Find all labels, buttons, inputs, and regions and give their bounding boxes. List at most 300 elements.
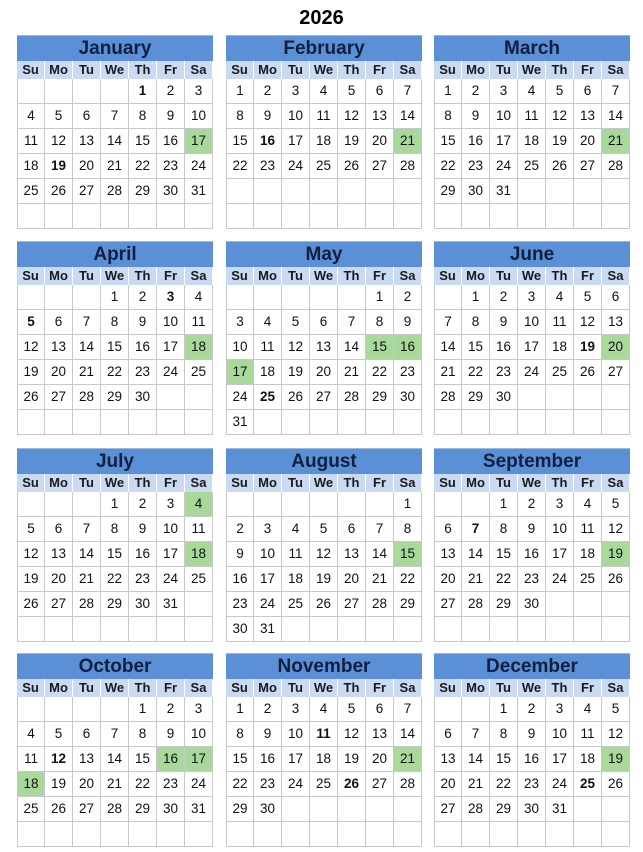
day-cell[interactable]: 13 [366,722,394,747]
day-cell[interactable]: 11 [574,722,602,747]
day-cell[interactable]: 18 [574,747,602,772]
day-cell[interactable]: 10 [185,722,213,747]
day-cell[interactable]: 17 [185,129,213,154]
day-cell[interactable]: 26 [338,154,366,179]
day-cell[interactable]: 24 [157,567,185,592]
day-cell[interactable]: 2 [462,79,490,104]
day-cell[interactable]: 24 [226,385,254,410]
day-cell[interactable]: 15 [394,542,422,567]
day-cell[interactable]: 23 [129,567,157,592]
day-cell[interactable]: 8 [129,722,157,747]
day-cell[interactable]: 18 [185,335,213,360]
day-cell[interactable]: 11 [17,129,45,154]
day-cell[interactable]: 13 [574,104,602,129]
day-cell[interactable]: 20 [73,154,101,179]
day-cell[interactable]: 17 [157,335,185,360]
day-cell[interactable]: 12 [574,310,602,335]
day-cell[interactable]: 11 [310,722,338,747]
day-cell[interactable]: 28 [101,797,129,822]
day-cell[interactable]: 29 [101,592,129,617]
day-cell[interactable]: 13 [73,747,101,772]
day-cell[interactable]: 1 [101,285,129,310]
day-cell[interactable]: 23 [129,360,157,385]
day-cell[interactable]: 7 [602,79,630,104]
day-cell[interactable]: 2 [490,285,518,310]
day-cell[interactable]: 4 [310,697,338,722]
day-cell[interactable]: 22 [129,154,157,179]
day-cell[interactable]: 6 [310,310,338,335]
day-cell[interactable]: 14 [394,722,422,747]
day-cell[interactable]: 19 [45,154,73,179]
day-cell[interactable]: 7 [394,697,422,722]
day-cell[interactable]: 27 [45,385,73,410]
day-cell[interactable]: 14 [338,335,366,360]
day-cell[interactable]: 1 [129,79,157,104]
day-cell[interactable]: 2 [157,79,185,104]
day-cell[interactable]: 2 [254,79,282,104]
day-cell[interactable]: 10 [226,335,254,360]
day-cell[interactable]: 26 [602,567,630,592]
day-cell[interactable]: 26 [17,385,45,410]
day-cell[interactable]: 8 [490,517,518,542]
day-cell[interactable]: 29 [226,797,254,822]
day-cell[interactable]: 18 [254,360,282,385]
day-cell[interactable]: 13 [434,747,462,772]
day-cell[interactable]: 12 [602,517,630,542]
day-cell[interactable]: 30 [394,385,422,410]
day-cell[interactable]: 19 [338,129,366,154]
day-cell[interactable]: 22 [226,772,254,797]
day-cell[interactable]: 24 [546,772,574,797]
day-cell[interactable]: 10 [185,104,213,129]
day-cell[interactable]: 30 [254,797,282,822]
day-cell[interactable]: 11 [310,104,338,129]
day-cell[interactable]: 17 [185,747,213,772]
day-cell[interactable]: 5 [282,310,310,335]
day-cell[interactable]: 29 [394,592,422,617]
day-cell[interactable]: 8 [366,310,394,335]
day-cell[interactable]: 5 [338,79,366,104]
day-cell[interactable]: 1 [129,697,157,722]
day-cell[interactable]: 10 [282,722,310,747]
day-cell[interactable]: 4 [185,285,213,310]
day-cell[interactable]: 25 [185,567,213,592]
day-cell[interactable]: 6 [73,722,101,747]
day-cell[interactable]: 26 [45,797,73,822]
day-cell[interactable]: 27 [310,385,338,410]
day-cell[interactable]: 18 [310,747,338,772]
day-cell[interactable]: 30 [518,592,546,617]
day-cell[interactable]: 17 [546,542,574,567]
day-cell[interactable]: 16 [226,567,254,592]
day-cell[interactable]: 14 [462,747,490,772]
day-cell[interactable]: 11 [185,517,213,542]
day-cell[interactable]: 2 [226,517,254,542]
day-cell[interactable]: 6 [45,517,73,542]
day-cell[interactable]: 2 [129,285,157,310]
day-cell[interactable]: 3 [185,697,213,722]
day-cell[interactable]: 26 [574,360,602,385]
day-cell[interactable]: 12 [45,129,73,154]
day-cell[interactable]: 13 [73,129,101,154]
day-cell[interactable]: 20 [574,129,602,154]
day-cell[interactable]: 16 [462,129,490,154]
day-cell[interactable]: 14 [394,104,422,129]
day-cell[interactable]: 17 [226,360,254,385]
day-cell[interactable]: 4 [546,285,574,310]
day-cell[interactable]: 25 [185,360,213,385]
day-cell[interactable]: 23 [462,154,490,179]
day-cell[interactable]: 14 [602,104,630,129]
day-cell[interactable]: 1 [490,492,518,517]
day-cell[interactable]: 19 [45,772,73,797]
day-cell[interactable]: 31 [490,179,518,204]
day-cell[interactable]: 2 [254,697,282,722]
day-cell[interactable]: 8 [226,722,254,747]
day-cell[interactable]: 17 [282,129,310,154]
day-cell[interactable]: 27 [602,360,630,385]
day-cell[interactable]: 28 [338,385,366,410]
day-cell[interactable]: 28 [394,772,422,797]
day-cell[interactable]: 19 [17,360,45,385]
day-cell[interactable]: 26 [338,772,366,797]
day-cell[interactable]: 16 [129,542,157,567]
day-cell[interactable]: 19 [574,335,602,360]
day-cell[interactable]: 4 [17,722,45,747]
day-cell[interactable]: 19 [602,747,630,772]
day-cell[interactable]: 23 [490,360,518,385]
day-cell[interactable]: 17 [254,567,282,592]
day-cell[interactable]: 27 [574,154,602,179]
day-cell[interactable]: 13 [338,542,366,567]
day-cell[interactable]: 10 [546,722,574,747]
day-cell[interactable]: 22 [101,567,129,592]
day-cell[interactable]: 24 [157,360,185,385]
day-cell[interactable]: 21 [462,772,490,797]
day-cell[interactable]: 6 [434,722,462,747]
day-cell[interactable]: 25 [310,772,338,797]
day-cell[interactable]: 18 [574,542,602,567]
day-cell[interactable]: 13 [434,542,462,567]
day-cell[interactable]: 15 [490,747,518,772]
day-cell[interactable]: 7 [73,517,101,542]
day-cell[interactable]: 26 [17,592,45,617]
day-cell[interactable]: 28 [462,797,490,822]
day-cell[interactable]: 22 [129,772,157,797]
day-cell[interactable]: 7 [73,310,101,335]
day-cell[interactable]: 6 [366,697,394,722]
day-cell[interactable]: 25 [282,592,310,617]
day-cell[interactable]: 9 [254,722,282,747]
day-cell[interactable]: 17 [490,129,518,154]
day-cell[interactable]: 12 [546,104,574,129]
day-cell[interactable]: 16 [157,129,185,154]
day-cell[interactable]: 6 [434,517,462,542]
day-cell[interactable]: 10 [157,310,185,335]
day-cell[interactable]: 28 [73,385,101,410]
day-cell[interactable]: 18 [185,542,213,567]
day-cell[interactable]: 14 [462,542,490,567]
day-cell[interactable]: 26 [546,154,574,179]
day-cell[interactable]: 5 [338,697,366,722]
day-cell[interactable]: 27 [73,797,101,822]
day-cell[interactable]: 15 [101,335,129,360]
day-cell[interactable]: 4 [254,310,282,335]
day-cell[interactable]: 3 [282,697,310,722]
day-cell[interactable]: 9 [518,722,546,747]
day-cell[interactable]: 23 [518,567,546,592]
day-cell[interactable]: 8 [490,722,518,747]
day-cell[interactable]: 4 [574,492,602,517]
day-cell[interactable]: 26 [602,772,630,797]
day-cell[interactable]: 13 [310,335,338,360]
day-cell[interactable]: 25 [17,179,45,204]
day-cell[interactable]: 26 [45,179,73,204]
day-cell[interactable]: 9 [254,104,282,129]
day-cell[interactable]: 22 [226,154,254,179]
day-cell[interactable]: 2 [394,285,422,310]
day-cell[interactable]: 24 [518,360,546,385]
day-cell[interactable]: 10 [157,517,185,542]
day-cell[interactable]: 11 [254,335,282,360]
day-cell[interactable]: 20 [434,567,462,592]
day-cell[interactable]: 17 [546,747,574,772]
day-cell[interactable]: 15 [129,129,157,154]
day-cell[interactable]: 16 [490,335,518,360]
day-cell[interactable]: 30 [462,179,490,204]
day-cell[interactable]: 8 [462,310,490,335]
day-cell[interactable]: 15 [490,542,518,567]
day-cell[interactable]: 7 [434,310,462,335]
day-cell[interactable]: 29 [366,385,394,410]
day-cell[interactable]: 5 [17,517,45,542]
day-cell[interactable]: 14 [101,747,129,772]
day-cell[interactable]: 9 [157,722,185,747]
day-cell[interactable]: 27 [45,592,73,617]
day-cell[interactable]: 22 [490,567,518,592]
day-cell[interactable]: 18 [282,567,310,592]
day-cell[interactable]: 21 [338,360,366,385]
day-cell[interactable]: 15 [366,335,394,360]
day-cell[interactable]: 29 [462,385,490,410]
day-cell[interactable]: 19 [310,567,338,592]
day-cell[interactable]: 7 [101,104,129,129]
day-cell[interactable]: 27 [434,592,462,617]
day-cell[interactable]: 31 [254,617,282,642]
day-cell[interactable]: 1 [226,697,254,722]
day-cell[interactable]: 1 [394,492,422,517]
day-cell[interactable]: 26 [282,385,310,410]
day-cell[interactable]: 31 [546,797,574,822]
day-cell[interactable]: 6 [45,310,73,335]
day-cell[interactable]: 21 [101,154,129,179]
day-cell[interactable]: 30 [129,385,157,410]
day-cell[interactable]: 2 [518,492,546,517]
day-cell[interactable]: 15 [434,129,462,154]
day-cell[interactable]: 11 [518,104,546,129]
day-cell[interactable]: 30 [157,797,185,822]
day-cell[interactable]: 15 [129,747,157,772]
day-cell[interactable]: 9 [394,310,422,335]
day-cell[interactable]: 28 [366,592,394,617]
day-cell[interactable]: 30 [518,797,546,822]
day-cell[interactable]: 16 [157,747,185,772]
day-cell[interactable]: 15 [462,335,490,360]
day-cell[interactable]: 1 [490,697,518,722]
day-cell[interactable]: 20 [45,360,73,385]
day-cell[interactable]: 1 [462,285,490,310]
day-cell[interactable]: 21 [462,567,490,592]
day-cell[interactable]: 24 [185,772,213,797]
day-cell[interactable]: 4 [574,697,602,722]
day-cell[interactable]: 16 [129,335,157,360]
day-cell[interactable]: 10 [518,310,546,335]
day-cell[interactable]: 22 [462,360,490,385]
day-cell[interactable]: 21 [434,360,462,385]
day-cell[interactable]: 20 [366,747,394,772]
day-cell[interactable]: 22 [434,154,462,179]
day-cell[interactable]: 29 [434,179,462,204]
day-cell[interactable]: 6 [602,285,630,310]
day-cell[interactable]: 10 [546,517,574,542]
day-cell[interactable]: 19 [282,360,310,385]
day-cell[interactable]: 11 [17,747,45,772]
day-cell[interactable]: 14 [366,542,394,567]
day-cell[interactable]: 28 [462,592,490,617]
day-cell[interactable]: 31 [226,410,254,435]
day-cell[interactable]: 7 [338,310,366,335]
day-cell[interactable]: 12 [45,747,73,772]
day-cell[interactable]: 22 [394,567,422,592]
day-cell[interactable]: 4 [185,492,213,517]
day-cell[interactable]: 18 [518,129,546,154]
day-cell[interactable]: 3 [157,492,185,517]
day-cell[interactable]: 3 [518,285,546,310]
day-cell[interactable]: 24 [185,154,213,179]
day-cell[interactable]: 19 [17,567,45,592]
day-cell[interactable]: 12 [17,542,45,567]
day-cell[interactable]: 7 [462,517,490,542]
day-cell[interactable]: 25 [518,154,546,179]
day-cell[interactable]: 30 [129,592,157,617]
day-cell[interactable]: 3 [546,492,574,517]
day-cell[interactable]: 24 [282,772,310,797]
day-cell[interactable]: 3 [254,517,282,542]
day-cell[interactable]: 13 [602,310,630,335]
day-cell[interactable]: 1 [101,492,129,517]
day-cell[interactable]: 23 [157,772,185,797]
day-cell[interactable]: 12 [310,542,338,567]
day-cell[interactable]: 29 [490,797,518,822]
day-cell[interactable]: 17 [518,335,546,360]
day-cell[interactable]: 14 [73,542,101,567]
day-cell[interactable]: 24 [490,154,518,179]
day-cell[interactable]: 16 [518,542,546,567]
day-cell[interactable]: 20 [338,567,366,592]
day-cell[interactable]: 20 [45,567,73,592]
day-cell[interactable]: 23 [254,772,282,797]
day-cell[interactable]: 5 [17,310,45,335]
day-cell[interactable]: 25 [17,797,45,822]
day-cell[interactable]: 6 [338,517,366,542]
day-cell[interactable]: 18 [17,154,45,179]
day-cell[interactable]: 4 [310,79,338,104]
day-cell[interactable]: 22 [490,772,518,797]
day-cell[interactable]: 5 [602,492,630,517]
day-cell[interactable]: 11 [282,542,310,567]
day-cell[interactable]: 9 [462,104,490,129]
day-cell[interactable]: 18 [310,129,338,154]
day-cell[interactable]: 8 [434,104,462,129]
day-cell[interactable]: 8 [129,104,157,129]
day-cell[interactable]: 27 [73,179,101,204]
day-cell[interactable]: 29 [129,797,157,822]
day-cell[interactable]: 13 [45,542,73,567]
day-cell[interactable]: 27 [338,592,366,617]
day-cell[interactable]: 16 [254,747,282,772]
day-cell[interactable]: 8 [101,517,129,542]
day-cell[interactable]: 29 [490,592,518,617]
day-cell[interactable]: 26 [310,592,338,617]
day-cell[interactable]: 16 [254,129,282,154]
day-cell[interactable]: 7 [101,722,129,747]
day-cell[interactable]: 5 [310,517,338,542]
day-cell[interactable]: 24 [254,592,282,617]
day-cell[interactable]: 6 [73,104,101,129]
day-cell[interactable]: 27 [434,797,462,822]
day-cell[interactable]: 16 [518,747,546,772]
day-cell[interactable]: 1 [434,79,462,104]
day-cell[interactable]: 28 [73,592,101,617]
day-cell[interactable]: 28 [602,154,630,179]
day-cell[interactable]: 21 [73,360,101,385]
day-cell[interactable]: 16 [394,335,422,360]
day-cell[interactable]: 9 [518,517,546,542]
day-cell[interactable]: 2 [157,697,185,722]
day-cell[interactable]: 20 [434,772,462,797]
day-cell[interactable]: 3 [282,79,310,104]
day-cell[interactable]: 8 [101,310,129,335]
day-cell[interactable]: 29 [129,179,157,204]
day-cell[interactable]: 12 [338,104,366,129]
day-cell[interactable]: 30 [157,179,185,204]
day-cell[interactable]: 4 [518,79,546,104]
day-cell[interactable]: 2 [518,697,546,722]
day-cell[interactable]: 5 [45,104,73,129]
day-cell[interactable]: 4 [282,517,310,542]
day-cell[interactable]: 9 [490,310,518,335]
day-cell[interactable]: 14 [434,335,462,360]
day-cell[interactable]: 21 [101,772,129,797]
day-cell[interactable]: 23 [394,360,422,385]
day-cell[interactable]: 11 [574,517,602,542]
day-cell[interactable]: 18 [17,772,45,797]
day-cell[interactable]: 21 [602,129,630,154]
day-cell[interactable]: 9 [226,542,254,567]
day-cell[interactable]: 17 [282,747,310,772]
day-cell[interactable]: 7 [394,79,422,104]
day-cell[interactable]: 8 [226,104,254,129]
day-cell[interactable]: 3 [490,79,518,104]
day-cell[interactable]: 3 [546,697,574,722]
day-cell[interactable]: 27 [366,772,394,797]
day-cell[interactable]: 1 [366,285,394,310]
day-cell[interactable]: 15 [226,747,254,772]
day-cell[interactable]: 1 [226,79,254,104]
day-cell[interactable]: 17 [157,542,185,567]
day-cell[interactable]: 15 [226,129,254,154]
day-cell[interactable]: 22 [366,360,394,385]
